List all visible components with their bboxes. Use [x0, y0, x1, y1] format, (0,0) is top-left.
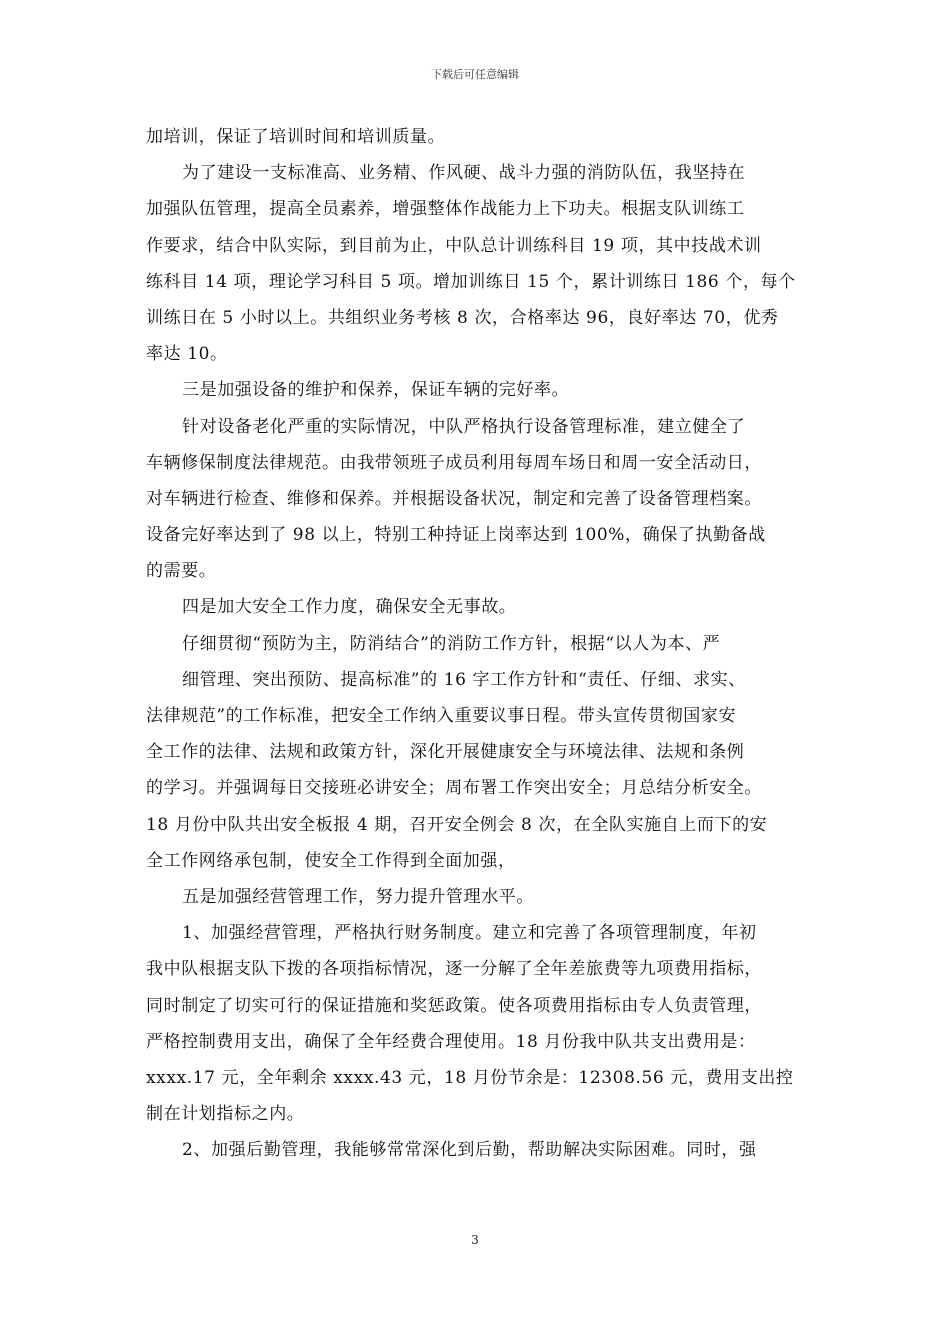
text-line: 我中队根据支队下拨的各项指标情况，逐一分解了全年差旅费等九项费用指标，	[146, 959, 762, 980]
text-line: 为了建设一支标准高、业务精、作风硬、战斗力强的消防队伍，我坚持在	[182, 163, 746, 184]
text-line: 四是加大安全工作力度，确保安全无事故。	[182, 597, 517, 618]
text-line: 针对设备老化严重的实际情况，中队严格执行设备管理标准，建立健全了	[182, 416, 746, 437]
text-line: 细管理、突出预防、提高标准”的 16 字工作方针和“责任、仔细、求实、	[182, 669, 746, 690]
text-line: 对车辆进行检查、维修和保养。并根据设备状况，制定和完善了设备管理档案。	[146, 488, 762, 509]
text-line: 五是加强经营管理工作，努力提升管理水平。	[182, 886, 534, 907]
text-line: 仔细贯彻“预防为主，防消结合”的消防工作方针，根据“以人为本、严	[182, 633, 721, 654]
text-line: 2、加强后勤管理，我能够常常深化到后勤，帮助解决实际困难。同时，强	[182, 1140, 757, 1161]
text-line: 率达 10。	[146, 344, 228, 365]
text-line: 同时制定了切实可行的保证措施和奖惩政策。使各项费用指标由专人负责管理，	[146, 995, 762, 1016]
document-body	[146, 119, 806, 1168]
text-line: 全工作的法律、法规和政策方针，深化开展健康安全与环境法律、法规和条例	[146, 742, 745, 763]
text-line: 的学习。并强调每日交接班必讲安全；周布署工作突出安全；月总结分析安全。	[146, 778, 762, 799]
text-line: 严格控制费用支出，确保了全年经费合理使用。18 月份我中队共支出费用是：	[146, 1031, 756, 1052]
text-line: 车辆修保制度法律规范。由我带领班子成员利用每周车场日和周一安全活动日，	[146, 452, 762, 473]
text-line: 加强队伍管理，提高全员素养，增强整体作战能力上下功夫。根据支队训练工	[146, 199, 745, 220]
text-line: xxxx.17 元，全年剩余 xxxx.43 元，18 月份节余是：12308.56 元，费用支出控	[146, 1067, 794, 1088]
text-line: 18 月份中队共出安全板报 4 期，召开安全例会 8 次，在全队实施自上而下的安	[146, 814, 768, 835]
text-line: 训练日在 5 小时以上。共组织业务考核 8 次，合格率达 96，良好率达 70，优秀	[146, 307, 779, 328]
text-line: 三是加强设备的维护和保养，保证车辆的完好率。	[182, 380, 570, 401]
text-line: 制在计划指标之内。	[146, 1104, 305, 1125]
text-line: 全工作网络承包制，使安全工作得到全面加强，	[146, 850, 516, 871]
text-line: 加培训，保证了培训时间和培训质量。	[146, 127, 446, 147]
text-line: 设备完好率达到了 98 以上，特别工种持证上岗率达到 100%，确保了执勤备战	[146, 525, 766, 546]
text-line: 练科目 14 项，理论学习科目 5 项。增加训练日 15 个，累计训练日 186 个，每个	[146, 271, 796, 292]
text-line: 法律规范”的工作标准，把安全工作纳入重要议事日程。带头宣传贯彻国家安	[146, 706, 737, 726]
text-line: 1、加强经营管理，严格执行财务制度。建立和完善了各项管理制度，年初	[182, 923, 757, 944]
page-number: 3	[471, 1233, 479, 1247]
text-line: 作要求，结合中队实际，到目前为止，中队总计训练科目 19 项，其中技战术训	[146, 235, 762, 256]
page-header: 下载后可任意编辑	[431, 68, 519, 81]
text-line: 的需要。	[146, 561, 217, 582]
